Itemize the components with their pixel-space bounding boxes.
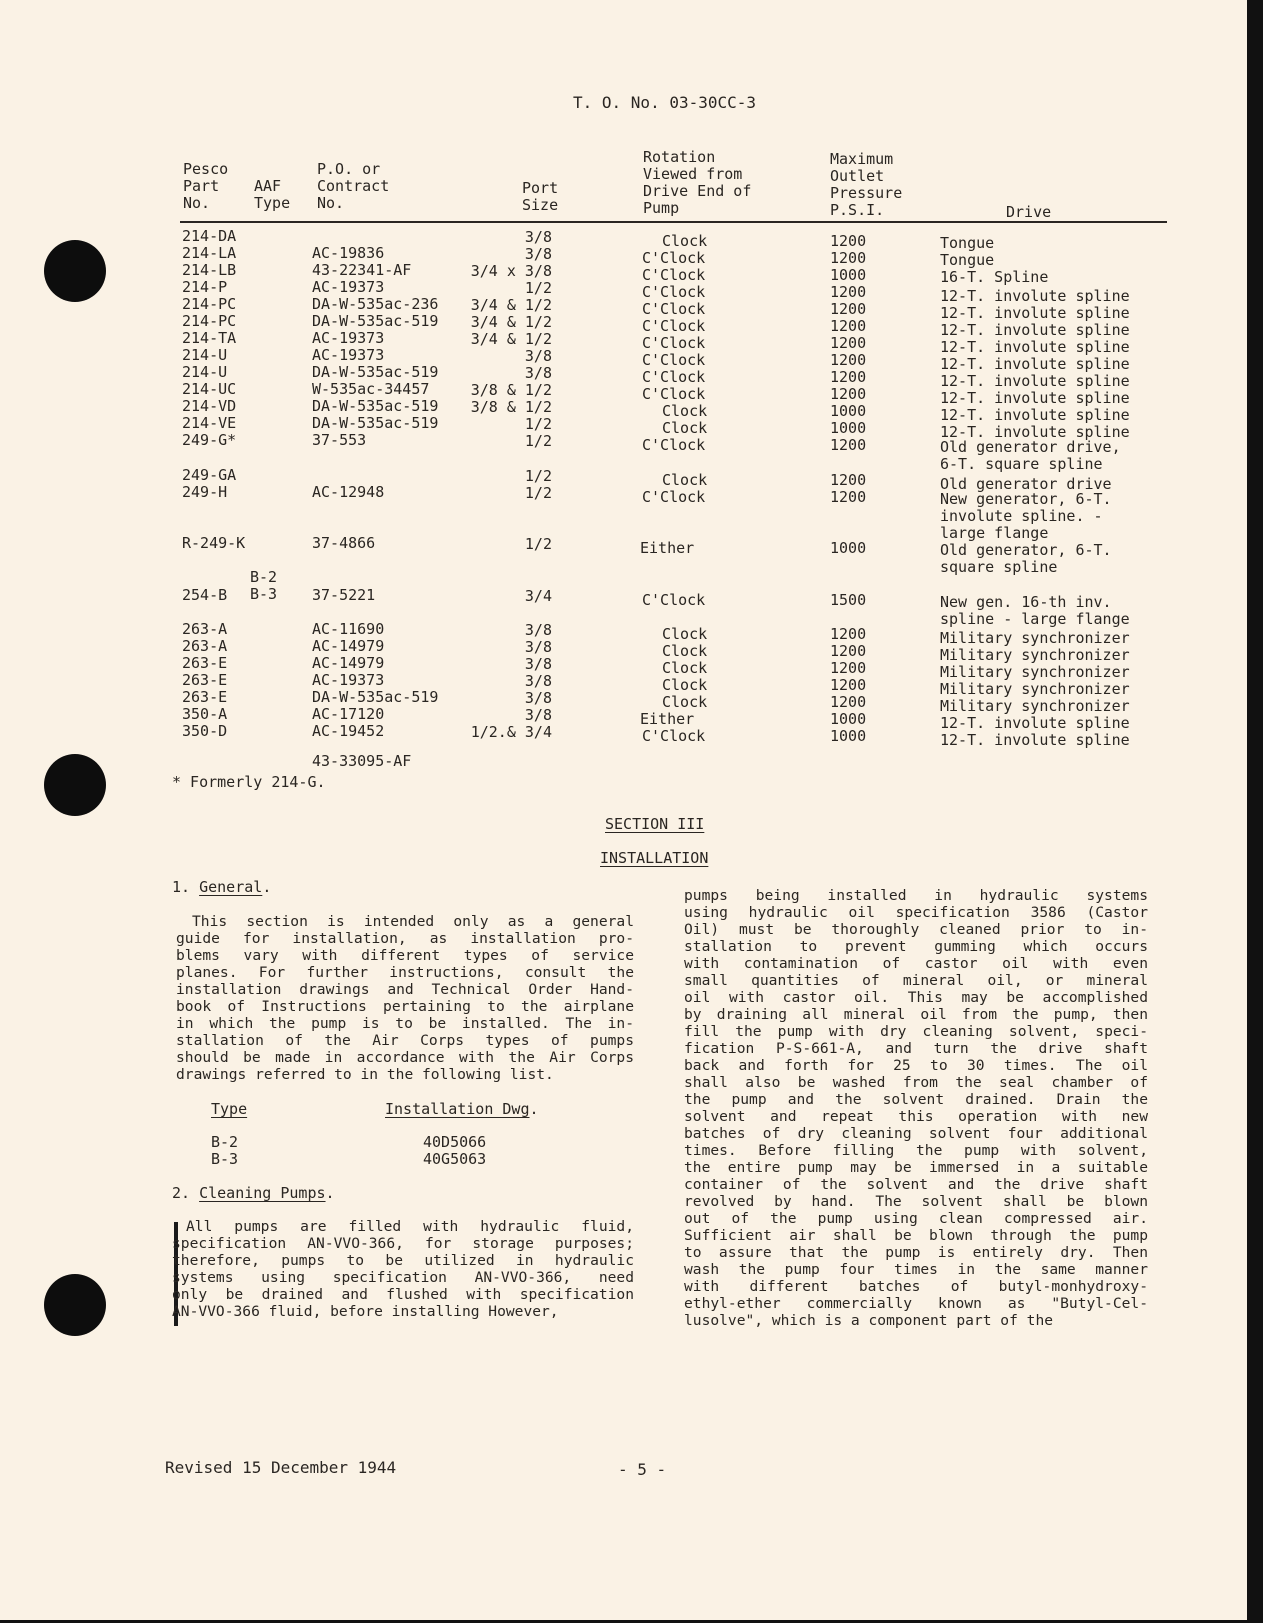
drive-type: Tongue [940, 251, 995, 269]
heading-number: 1. [172, 878, 191, 896]
part-number: R-249-K [182, 534, 246, 552]
contract-number: 37-4866 [312, 534, 376, 552]
dwg-number: 40G5063 [423, 1150, 487, 1168]
contract-number: DA-W-535ac-519 [312, 414, 439, 432]
contract-number: AC-19373 [312, 671, 385, 689]
max-pressure: 1200 [830, 659, 867, 677]
paragraph-line: with different batches of butyl-monhydroxy- [684, 1278, 1148, 1295]
rotation: C'Clock [642, 283, 706, 301]
paragraph-line: the entire pump may be immersed in a suitable [684, 1159, 1148, 1176]
drive-type: Military synchronizer [940, 663, 1130, 681]
section-number: SECTION III [605, 815, 705, 833]
column-header-po: P.O. or [317, 160, 381, 178]
rotation: Clock [662, 659, 708, 677]
drive-type: Old generator, 6-T. [940, 541, 1112, 559]
paragraph-line: stallation of the Air Corps types of pumps [176, 1032, 634, 1049]
part-number: 214-VE [182, 414, 237, 432]
rotation: C'Clock [642, 351, 706, 369]
general-heading: 1. General. [172, 878, 272, 896]
part-number: 214-P [182, 278, 228, 296]
drive-type: 12-T. involute spline [940, 406, 1130, 424]
contract-number: AC-19373 [312, 278, 385, 296]
column-header-port: Port [522, 179, 559, 197]
drive-type: square spline [940, 558, 1058, 576]
max-pressure: 1200 [830, 471, 867, 489]
paragraph-line: batches of dry cleaning solvent four additional [684, 1125, 1148, 1142]
punch-hole [44, 1274, 106, 1336]
contract-number: AC-19373 [312, 329, 385, 347]
rotation: Either [640, 539, 695, 557]
heading-text: General [199, 878, 263, 896]
column-header-pressure: P.S.I. [830, 201, 885, 219]
rotation: C'Clock [642, 317, 706, 335]
contract-number: AC-11690 [312, 620, 385, 638]
dwg-type: B-3 [211, 1150, 239, 1168]
port-size: 3/8 & 1/2 [470, 398, 552, 416]
max-pressure: 1200 [830, 436, 867, 454]
page-number: - 5 - [618, 1460, 667, 1479]
paragraph-line: with contamination of castor oil with even [684, 955, 1148, 972]
part-number: 214-TA [182, 329, 237, 347]
drive-type: 12-T. involute spline [940, 714, 1130, 732]
part-number: 214-VD [182, 397, 237, 415]
paragraph-line: AN-VVO-366 fluid, before installing However, [172, 1303, 559, 1320]
paragraph-line: planes. For further instructions, consult the [176, 964, 634, 981]
rotation: Clock [662, 419, 708, 437]
column-header-part: Pesco [183, 160, 229, 178]
port-size: 1/2 [524, 279, 552, 297]
paragraph-line: pumps being installed in hydraulic systems [684, 887, 1148, 904]
drive-type: New generator, 6-T. [940, 490, 1112, 508]
paragraph-line: out of the pump using clean compressed air. [684, 1210, 1148, 1227]
drive-type: Military synchronizer [940, 680, 1130, 698]
max-pressure: 1000 [830, 402, 867, 420]
max-pressure: 1200 [830, 676, 867, 694]
max-pressure: 1200 [830, 642, 867, 660]
paragraph-line: ethyl-ether commercially known as "Butyl-Cel- [684, 1295, 1148, 1312]
drive-type: large flange [940, 524, 1049, 542]
dwg-type: B-2 [211, 1133, 239, 1151]
port-size: 3/8 [524, 638, 552, 656]
part-number: 214-LA [182, 244, 237, 262]
column-header-rotation: Viewed from [643, 165, 743, 183]
rotation: Either [640, 710, 695, 728]
part-number: 254-B [182, 586, 228, 604]
paragraph-line: drawings referred to in the following list. [176, 1066, 554, 1083]
paragraph-line: only be drained and flushed with specification [172, 1286, 634, 1303]
rotation: Clock [662, 471, 708, 489]
drive-type: 12-T. involute spline [940, 321, 1130, 339]
drive-type: 16-T. Spline [940, 268, 1049, 286]
contract-number: 43-33095-AF [312, 752, 412, 770]
punch-hole [44, 754, 106, 816]
column-header-part: No. [183, 194, 211, 212]
paragraph-line: back and forth for 25 to 30 times. The oil [684, 1057, 1148, 1074]
drive-type: 12-T. involute spline [940, 304, 1130, 322]
aaf-type: B-3 [250, 585, 278, 603]
port-size: 3/8 [524, 655, 552, 673]
max-pressure: 1200 [830, 232, 867, 250]
max-pressure: 1200 [830, 283, 867, 301]
paragraph-line: solvent and repeat this operation with new [684, 1108, 1148, 1125]
drive-type: 12-T. involute spline [940, 731, 1130, 749]
contract-number: DA-W-535ac-519 [312, 312, 439, 330]
rotation: Clock [662, 676, 708, 694]
part-number: 350-A [182, 705, 228, 723]
contract-number: AC-19452 [312, 722, 385, 740]
port-size: 1/2 [524, 484, 552, 502]
drive-type: 12-T. involute spline [940, 389, 1130, 407]
part-number: 214-U [182, 363, 228, 381]
port-size: 3/8 [524, 228, 552, 246]
paragraph-line: guide for installation, as installation pro- [176, 930, 634, 947]
max-pressure: 1000 [830, 419, 867, 437]
port-size: 3/8 [524, 347, 552, 365]
paragraph-line: lusolve", which is a component part of the [684, 1312, 1054, 1329]
contract-number: AC-12948 [312, 483, 385, 501]
drive-type: Military synchronizer [940, 697, 1130, 715]
max-pressure: 1000 [830, 539, 867, 557]
rotation: Clock [662, 625, 708, 643]
rotation: Clock [662, 232, 708, 250]
port-size: 3/8 [524, 672, 552, 690]
part-number: 249-GA [182, 466, 237, 484]
column-header-aaf: AAF [254, 177, 282, 195]
dwg-number: 40D5066 [423, 1133, 487, 1151]
revision-date: Revised 15 December 1944 [165, 1458, 397, 1477]
port-size: 3/4 & 1/2 [470, 330, 552, 348]
contract-number: W-535ac-34457 [312, 380, 430, 398]
part-number: 214-PC [182, 312, 237, 330]
rotation: C'Clock [642, 727, 706, 745]
column-header-drive: Drive [1006, 203, 1052, 221]
drive-type: 12-T. involute spline [940, 423, 1130, 441]
table-footnote: * Formerly 214-G. [172, 773, 326, 791]
port-size: 3/8 & 1/2 [470, 381, 552, 399]
contract-number: 37-553 [312, 431, 367, 449]
paragraph-line: the pump and the solvent drained. Drain the [684, 1091, 1148, 1108]
paragraph-line: book of Instructions pertaining to the airplane [176, 998, 634, 1015]
drive-type: 12-T. involute spline [940, 338, 1130, 356]
part-number: 263-E [182, 654, 228, 672]
port-size: 3/4 [524, 587, 552, 605]
max-pressure: 1200 [830, 334, 867, 352]
rotation: C'Clock [642, 591, 706, 609]
contract-number: AC-19373 [312, 346, 385, 364]
paragraph-line: systems using specification AN-VVO-366, need [172, 1269, 634, 1286]
port-size: 3/4 & 1/2 [470, 313, 552, 331]
paragraph-line: revolved by hand. The solvent shall be blown [684, 1193, 1148, 1210]
max-pressure: 1200 [830, 625, 867, 643]
part-number: 263-A [182, 637, 228, 655]
cleaning-paragraph-right [684, 887, 1148, 1329]
port-size: 3/4 & 1/2 [470, 296, 552, 314]
dwg-header-installation: Installation Dwg. [385, 1100, 539, 1118]
max-pressure: 1000 [830, 710, 867, 728]
port-size: 3/8 [524, 245, 552, 263]
drive-type: 12-T. involute spline [940, 287, 1130, 305]
paragraph-line: All pumps are filled with hydraulic fluid, [186, 1218, 634, 1235]
drive-type: 6-T. square spline [940, 455, 1103, 473]
column-header-port: Size [522, 196, 559, 214]
section-title: INSTALLATION [600, 849, 709, 867]
part-number: 263-A [182, 620, 228, 638]
dwg-header-text: Installation Dwg [385, 1100, 530, 1118]
drive-type: Military synchronizer [940, 646, 1130, 664]
paragraph-line: Sufficient air shall be blown through the pump [684, 1227, 1148, 1244]
column-header-pressure: Maximum [830, 150, 894, 168]
rotation: C'Clock [642, 436, 706, 454]
drive-type: Old generator drive [940, 475, 1112, 493]
column-header-aaf: Type [254, 194, 291, 212]
port-size: 3/8 [524, 689, 552, 707]
rotation: C'Clock [642, 385, 706, 403]
paragraph-line: oil with castor oil. This may be accomplished [684, 989, 1148, 1006]
contract-number: DA-W-535ac-519 [312, 397, 439, 415]
port-size: 1/2 [524, 415, 552, 433]
rotation: C'Clock [642, 266, 706, 284]
contract-number: 43-22341-AF [312, 261, 412, 279]
rotation: Clock [662, 693, 708, 711]
heading-text: Cleaning Pumps [199, 1184, 326, 1202]
max-pressure: 1500 [830, 591, 867, 609]
paragraph-line: container of the solvent and the drive shaft [684, 1176, 1148, 1193]
rotation: C'Clock [642, 488, 706, 506]
max-pressure: 1200 [830, 351, 867, 369]
port-size: 3/8 [524, 621, 552, 639]
port-size: 1/2 [524, 535, 552, 553]
drive-type: 12-T. involute spline [940, 355, 1130, 373]
rotation: Clock [662, 402, 708, 420]
contract-number: AC-14979 [312, 637, 385, 655]
paragraph-line: should be made in accordance with the Air Corps [176, 1049, 634, 1066]
rotation: C'Clock [642, 368, 706, 386]
port-size: 1/2.& 3/4 [470, 723, 552, 741]
document-number: T. O. No. 03-30CC-3 [573, 93, 757, 112]
part-number: 214-DA [182, 227, 237, 245]
paragraph-line: using hydraulic oil specification 3586 (Castor [684, 904, 1148, 921]
cleaning-heading: 2. Cleaning Pumps. [172, 1184, 335, 1202]
port-size: 3/4 x 3/8 [470, 262, 552, 280]
part-number: 263-E [182, 688, 228, 706]
part-number: 214-U [182, 346, 228, 364]
paragraph-line: therefore, pumps to be utilized in hydraulic [172, 1252, 634, 1269]
column-header-rotation: Pump [643, 199, 680, 217]
contract-number: AC-17120 [312, 705, 385, 723]
part-number: 249-H [182, 483, 228, 501]
drive-type: involute spline. - [940, 507, 1103, 525]
contract-number: 37-5221 [312, 586, 376, 604]
heading-number: 2. [172, 1184, 191, 1202]
max-pressure: 1200 [830, 693, 867, 711]
paragraph-line: to assure that the pump is entirely dry. Then [684, 1244, 1148, 1261]
contract-number: DA-W-535ac-519 [312, 363, 439, 381]
rotation: C'Clock [642, 300, 706, 318]
contract-number: DA-W-535ac-519 [312, 688, 439, 706]
rotation: C'Clock [642, 334, 706, 352]
paragraph-line: This section is intended only as a general [192, 913, 634, 930]
max-pressure: 1200 [830, 385, 867, 403]
paragraph-line: by draining all mineral oil from the pump, then [684, 1006, 1148, 1023]
part-number: 214-LB [182, 261, 237, 279]
drive-type: Tongue [940, 234, 995, 252]
port-size: 1/2 [524, 432, 552, 450]
contract-number: AC-14979 [312, 654, 385, 672]
column-header-rotation: Drive End of [643, 182, 752, 200]
dwg-header-type: Type [211, 1100, 248, 1118]
drive-type: Military synchronizer [940, 629, 1130, 647]
column-header-pressure: Outlet [830, 167, 885, 185]
column-header-part: Part [183, 177, 220, 195]
aaf-type: B-2 [250, 568, 278, 586]
table-header-rule [180, 221, 1167, 223]
general-paragraph [176, 913, 634, 1083]
contract-number: AC-19836 [312, 244, 385, 262]
paragraph-line: small quantities of mineral oil, or mineral [684, 972, 1148, 989]
paragraph-line: shall also be washed from the seal chamber of [684, 1074, 1148, 1091]
cleaning-paragraph-left [172, 1218, 634, 1320]
drive-type: New gen. 16-th inv. [940, 593, 1112, 611]
paragraph-line: blems vary with different types of service [176, 947, 634, 964]
max-pressure: 1000 [830, 266, 867, 284]
drive-type: spline - large flange [940, 610, 1130, 628]
max-pressure: 1200 [830, 368, 867, 386]
contract-number: DA-W-535ac-236 [312, 295, 439, 313]
paragraph-line: wash the pump four times in the same manner [684, 1261, 1148, 1278]
max-pressure: 1200 [830, 488, 867, 506]
part-number: 249-G* [182, 431, 237, 449]
max-pressure: 1200 [830, 249, 867, 267]
paragraph-line: Oil) must be thoroughly cleaned prior to in- [684, 921, 1148, 938]
column-header-rotation: Rotation [643, 148, 716, 166]
port-size: 3/8 [524, 706, 552, 724]
rotation: C'Clock [642, 249, 706, 267]
paragraph-line: in which the pump is to be installed. The in- [176, 1015, 634, 1032]
part-number: 350-D [182, 722, 228, 740]
max-pressure: 1200 [830, 300, 867, 318]
part-number: 214-UC [182, 380, 237, 398]
punch-hole [44, 240, 106, 302]
paragraph-line: fill the pump with dry cleaning solvent, speci- [684, 1023, 1148, 1040]
paragraph-line: times. Before filling the pump with solvent, [684, 1142, 1148, 1159]
drive-type: 12-T. involute spline [940, 372, 1130, 390]
port-size: 3/8 [524, 364, 552, 382]
part-number: 263-E [182, 671, 228, 689]
paragraph-line: stallation to prevent gumming which occurs [684, 938, 1148, 955]
max-pressure: 1000 [830, 727, 867, 745]
port-size: 1/2 [524, 467, 552, 485]
paragraph-line: specification AN-VVO-366, for storage purposes; [172, 1235, 634, 1252]
column-header-po: Contract [317, 177, 390, 195]
rotation: Clock [662, 642, 708, 660]
column-header-po: No. [317, 194, 345, 212]
column-header-pressure: Pressure [830, 184, 903, 202]
drive-type: Old generator drive, [940, 438, 1121, 456]
paragraph-line: installation drawings and Technical Order Hand- [176, 981, 634, 998]
max-pressure: 1200 [830, 317, 867, 335]
paragraph-line: fication P-S-661-A, and turn the drive shaft [684, 1040, 1148, 1057]
part-number: 214-PC [182, 295, 237, 313]
